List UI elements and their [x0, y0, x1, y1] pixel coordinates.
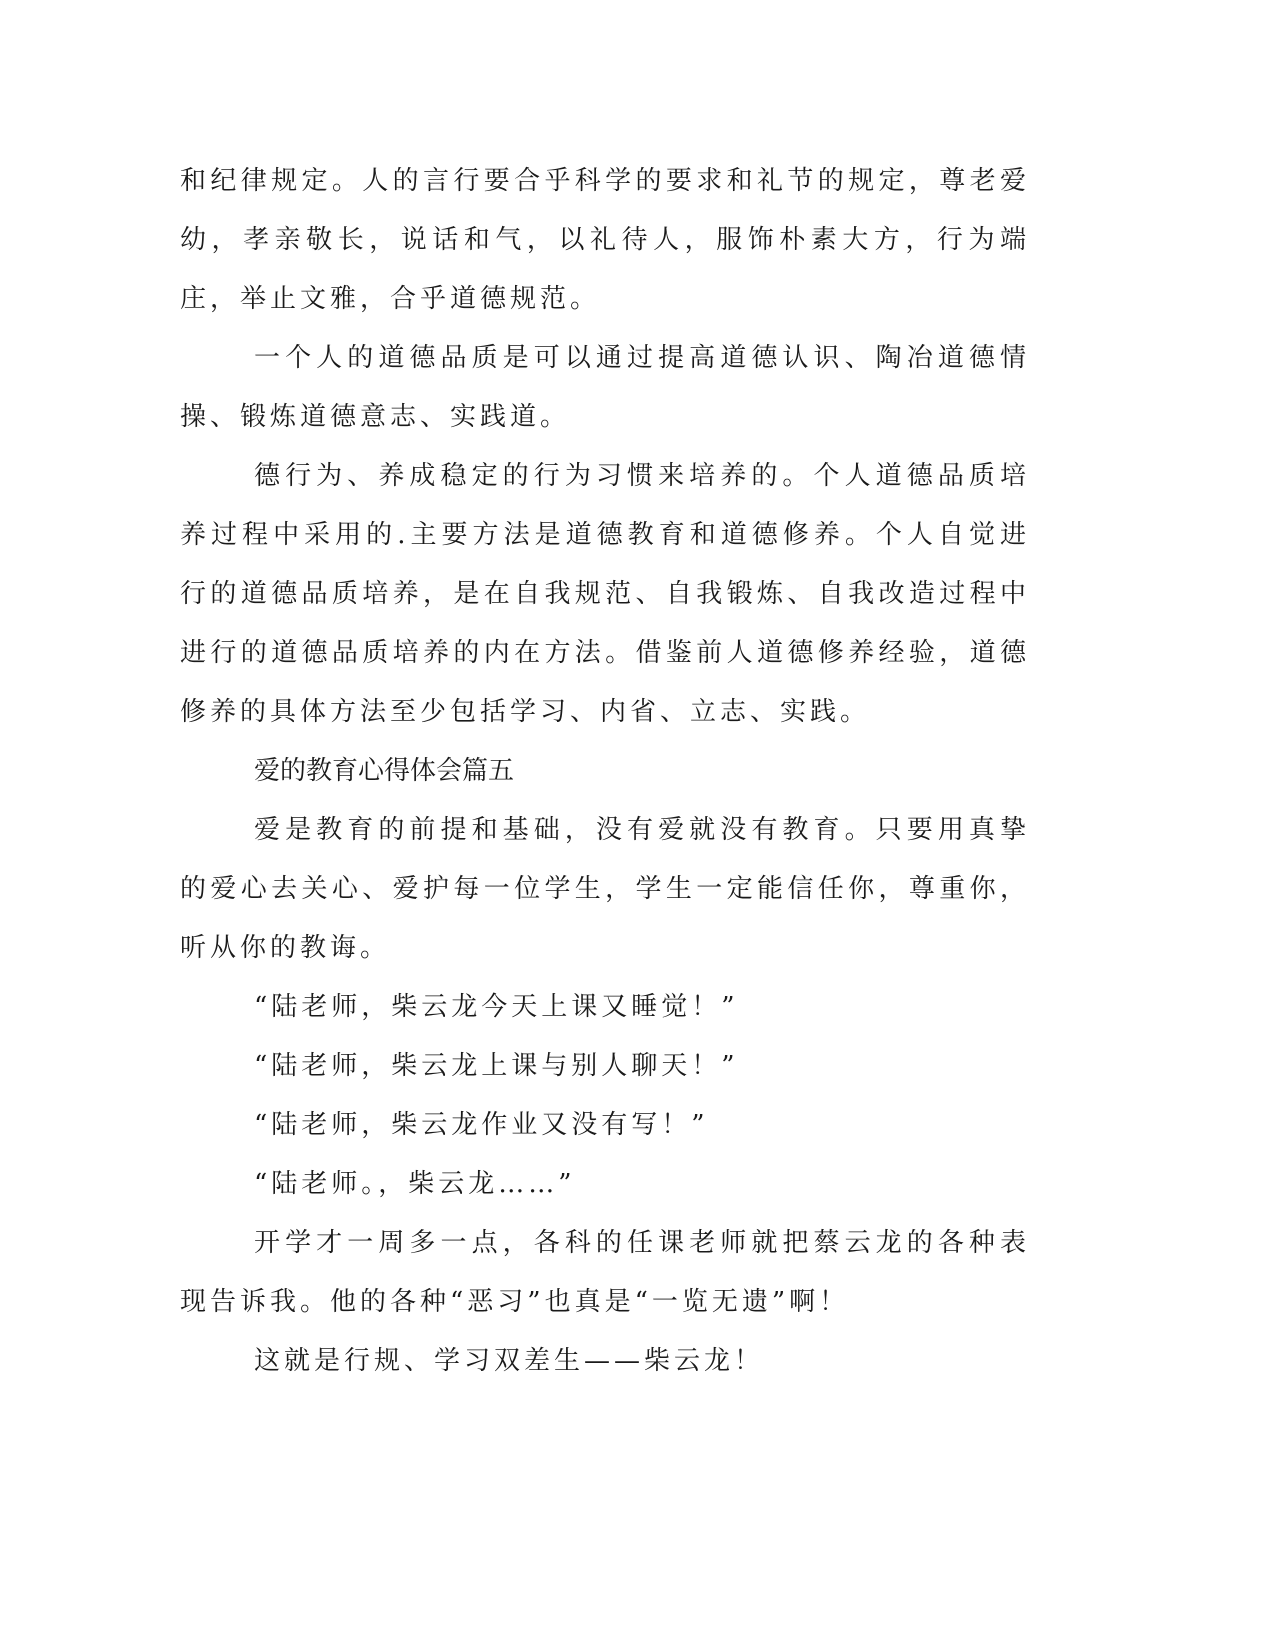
paragraph: 一个人的道德品质是可以通过提高道德认识、陶冶道德情操、锻炼道德意志、实践道。: [180, 343, 1030, 432]
paragraph: 开学才一周多一点，各科的任课老师就把蔡云龙的各种表现告诉我。他的各种“恶习”也真是“一览无遗”啊！: [180, 1228, 1030, 1317]
paragraph: 和纪律规定。人的言行要合乎科学的要求和礼节的规定，尊老爱幼，孝亲敬长，说话和气，以礼待人，服饰朴素大方，行为端庄，举止文雅，合乎道德规范。: [180, 166, 1030, 314]
paragraph: 爱是教育的前提和基础，没有爱就没有教育。只要用真挚的爱心去关心、爱护每一位学生，学生一定能信任你，尊重你，听从你的教诲。: [180, 815, 1030, 963]
quote-line: “陆老师，柴云龙上课与别人聊天！”: [254, 1051, 739, 1081]
paragraph: 德行为、养成稳定的行为习惯来培养的。个人道德品质培养过程中采用的.主要方法是道德教育和道德修养。个人自觉进行的道德品质培养，是在自我规范、自我锻炼、自我改造过程中进行的道德品质培养的内在方法。借鉴前人道德修养经验，道德修养的具体方法至少包括学习、内省、立志、实践。: [180, 461, 1030, 727]
quote-line: “陆老师，柴云龙作业又没有写！”: [254, 1110, 709, 1140]
document-body: [180, 152, 1030, 1391]
quote-line: “陆老师，柴云龙今天上课又睡觉！”: [254, 992, 739, 1022]
paragraph: 这就是行规、学习双差生——柴云龙！: [254, 1346, 765, 1376]
section-heading: 爱的教育心得体会篇五: [254, 756, 515, 786]
quote-line: “陆老师。，柴云龙……”: [254, 1169, 576, 1199]
